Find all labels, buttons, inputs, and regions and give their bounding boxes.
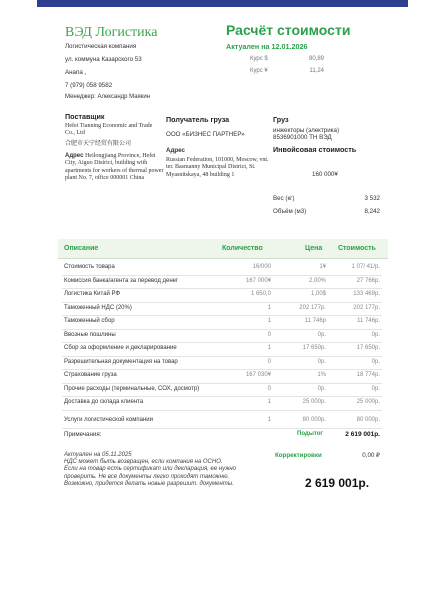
row-description: Доставка до склада клиента [64,399,144,405]
row-description: Разрешительная документация на товар [64,358,178,365]
row-price: 202 177p. [299,304,326,311]
row-price: 1% [317,372,326,378]
row-price: 17 650p. [302,345,326,351]
footer-note-line: проверить. Не все документы легко проходят таможню. [64,473,230,480]
row-cost: 0p. [371,358,380,365]
company-address: ул. коммуна Казарского 53 [65,56,142,63]
table-row [62,261,382,276]
volume-label: Объём (м3) [273,208,307,215]
company-phone: 7 (979) 058 9582 [65,82,113,89]
weight-label: Вес (кг) [273,195,295,202]
row-description: Стоимость товара [64,264,115,270]
row-description: Ввозные пошлины [64,331,116,338]
row-cost: 0p. [371,385,380,392]
row-cost: 1 07/ 41/p. [351,264,380,270]
row-quantity: 0 [267,358,271,365]
row-quantity: 1 [267,318,271,324]
top-accent-bar [37,0,408,7]
cargo-code: 8536901000 ТН ВЭД [273,134,332,141]
recipient-name: ООО «БИЗНЕС ПАРТНЕР» [166,131,245,138]
row-description: Страхование груза [64,372,117,378]
column-description: Описание [64,245,99,252]
column-cost: Стоимость [338,245,376,252]
row-quantity: 167 030¥ [245,372,271,378]
row-cost: 25 000p. [356,399,380,405]
row-price: 1,00$ [310,291,326,297]
row-description: Логистика Китай РФ [64,291,121,297]
table-row [62,288,382,303]
company-manager: Менеджер: Александр Маякин [65,94,151,100]
actual-date: Актуален на 12.01.2026 [226,42,308,51]
rate-cny-value: 11,24 [309,68,324,74]
table-row [62,329,382,344]
cargo-description: инжекторы (электрика) [273,127,340,134]
row-price: 25 000p. [302,399,326,405]
row-cost: 0p. [371,331,380,338]
row-quantity: 1 [267,399,271,405]
row-price: 2,00% [308,277,326,284]
notes-label: Примечания: [64,431,102,438]
supplier-chinese-name: 合肥市天宁经贸有限公司 [65,141,132,147]
row-cost: 11 746p. [357,318,380,324]
row-cost: 202 177p. [353,304,380,311]
table-row [62,315,382,330]
company-city: Анапа , [65,69,87,76]
row-price: 0p. [317,358,326,365]
row-cost: 27 766p. [356,277,380,284]
footer-note-line: Возможно, придется делать новые разрешит. документы. [64,480,234,487]
row-quantity: 1 [267,304,271,311]
corrections-value: 0,00 ₽ [362,452,380,459]
row-cost: 133 469p. [353,291,380,297]
row-quantity: 0 [267,385,271,392]
row-description: Услуги логистической компании [64,417,153,423]
company-type: Логистическая компания [65,43,137,50]
table-row [62,369,382,384]
table-row [62,275,382,290]
grand-total: 2 619 001р. [305,476,370,490]
row-description: Прочие расходы (терминальные, СОХ, досмотр) [64,385,200,392]
row-price: 0p. [317,385,326,392]
page-title: Расчёт стоимости [226,22,351,38]
column-price: Цена [305,245,323,252]
row-cost: 17 650p. [356,345,380,351]
row-description: Сбор за оформление и декларирование [64,345,177,351]
row-description: Комиссия банка/агента за перевод денег [64,277,179,284]
table-row [62,302,382,317]
row-description: Таможенный НДС (20%) [64,304,132,311]
row-quantity: 1 [267,417,271,423]
footer-note-line: Если на товар есть сертификат или декларация, ее нужно [64,466,236,473]
recipient-heading: Получатель груза [166,115,230,124]
invoice-heading: Инвойсовая стоимость [273,145,357,154]
rate-usd-value: 80,89 [308,56,324,62]
footer-note-line: НДС может быть возвращен, если компания на ОСНО. [64,459,223,466]
recipient-address: Russian Federation, 101000, Moscow, vnt. ter. Basmanny Municipal District, St. Myasnitskaya, 48 building 1 [166,157,269,178]
company-name: ВЭД Логистика [65,25,158,40]
rate-usd-label: Курс $ [250,56,268,62]
footer-notes [64,452,236,488]
footer-note-line: Актуален на 05.11.2025 [64,452,132,458]
row-quantity: 0 [267,331,271,338]
row-price: 0p. [317,331,326,338]
table-row [62,342,382,357]
corrections-label: Корректировки [275,452,322,459]
recipient-address-label: Адрес [166,147,185,154]
supplier-heading: Поставщик [65,112,105,121]
weight-value: 3 532 [364,195,380,202]
table-row [62,356,382,371]
subtotal-label: Подытог [297,431,323,437]
table-row [62,414,382,429]
row-price: 80 000p. [302,417,326,423]
supplier-address-label: Адрес [65,153,84,159]
rate-cny-label: Курс ¥ [250,68,268,74]
table-row [62,396,382,411]
row-quantity: 16/000 [252,264,271,270]
row-price: 1¥ [319,264,326,270]
supplier-name: Hefei Tianning Economic and Trade Co., Ltd [65,123,153,137]
subtotal-value: 2 619 001p. [345,431,380,438]
column-quantity: Количество [222,245,263,252]
row-price: 11 746p [304,318,326,324]
volume-value: 8,242 [364,208,380,215]
row-quantity: 167 000¥ [245,277,271,284]
row-cost: 80 000p. [356,417,380,423]
row-cost: 18 774p. [356,372,380,378]
row-quantity: 1 650,0 [250,291,271,297]
cargo-heading: Груз [273,115,289,124]
supplier-address: Heilongjiang Province, Hefei City, Aiguo District, building with apartments for workers of thermal power plant No. 7, office 000001 China [65,153,164,182]
table-row [62,383,382,398]
row-quantity: 1 [267,345,271,351]
row-description: Таможенный сбор [64,318,115,324]
invoice-value: 160 000¥ [312,171,338,178]
